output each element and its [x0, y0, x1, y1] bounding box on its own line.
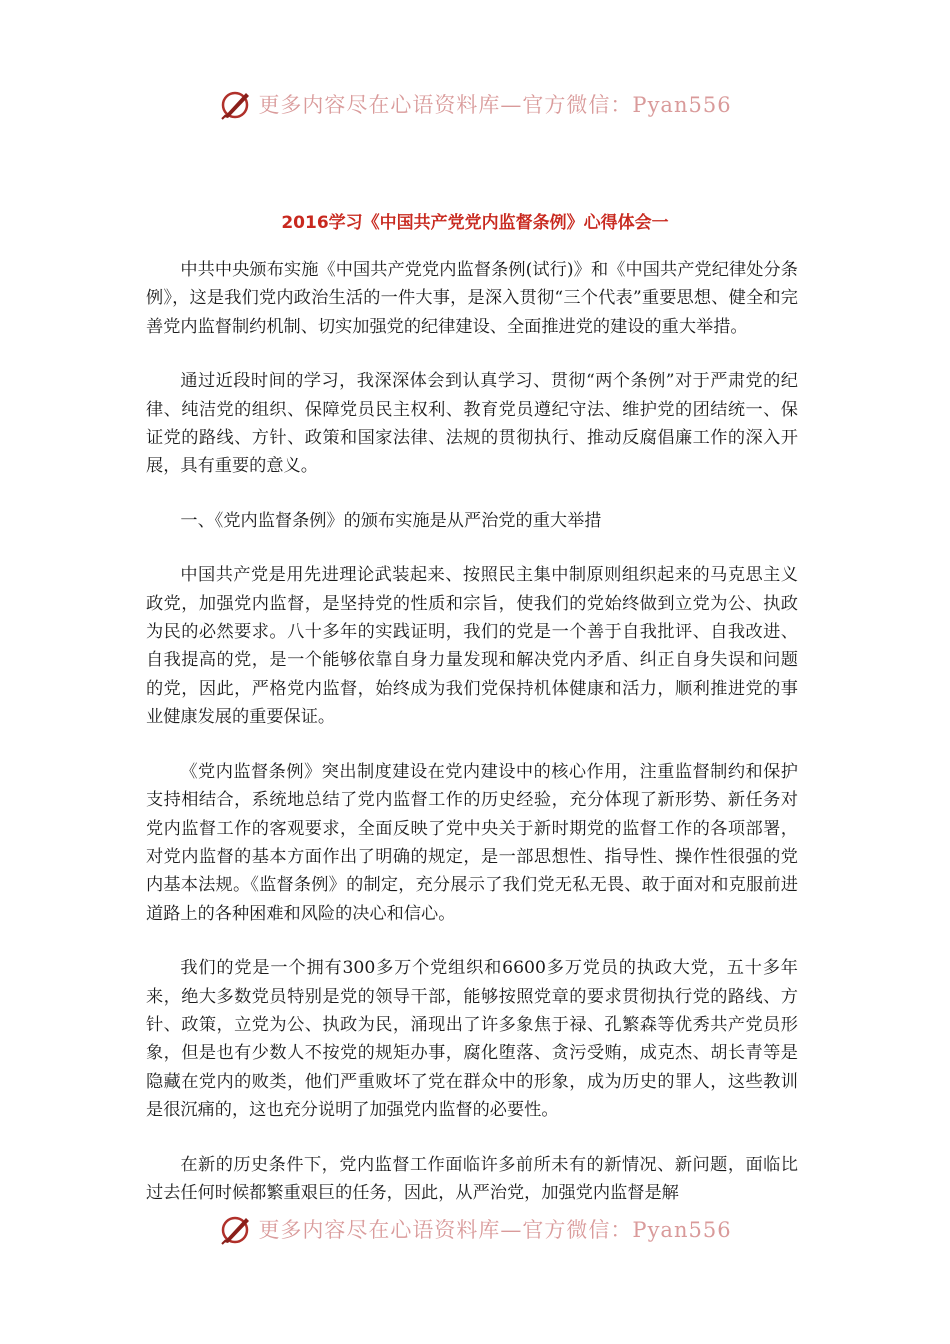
paragraph: 中国共产党是用先进理论武装起来、按照民主集中制原则组织起来的马克思主义政党，加强党内监督，是坚持党的性质和宗旨，使我们的党始终做到立党为公、执政为民的必然要求。八十多年的实践证明，我们的党是一个善于自我批评、自我改进、自我提高的党，是一个能够依靠自身力量发现和解决党内矛盾、纠正自身失误和问题的党，因此，严格党内监督，始终成为我们党保持机体健康和活力，顺利推进党的事业健康发展的重要保证。 — [146, 565, 798, 728]
quill-logo-icon — [218, 87, 252, 121]
footer-banner — [0, 1207, 950, 1251]
header-banner — [0, 82, 950, 126]
paragraph: 我们的党是一个拥有300多万个党组织和6600多万党员的执政大党，五十多年来，绝大多数党员特别是党的领导干部，能够按照党章的要求贯彻执行党的路线、方针、政策，立党为公、执政为民，涌现出了许多象焦于禄、孔繁森等优秀共产党员形象，但是也有少数人不按党的规矩办事，腐化堕落、贪污受贿，成克杰、胡长青等是隐藏在党内的败类，他们严重败坏了党在群众中的形象，成为历史的罪人，这些教训是很沉痛的，这也充分说明了加强党内监督的必要性。 — [146, 958, 798, 1121]
document-body — [146, 256, 798, 1233]
header-banner-text: 更多内容尽在心语资料库—官方微信：Pyan556 — [258, 93, 732, 117]
footer-banner-text: 更多内容尽在心语资料库—官方微信：Pyan556 — [258, 1218, 732, 1242]
paragraph: 在新的历史条件下，党内监督工作面临许多前所未有的新情况、新问题，面临比过去任何时候都繁重艰巨的任务，因此，从严治党，加强党内监督是解 — [146, 1154, 798, 1203]
paragraph: 《党内监督条例》突出制度建设在党内建设中的核心作用，注重监督制约和保护支持相结合，系统地总结了党内监督工作的历史经验，充分体现了新形势、新任务对党内监督工作的客观要求，全面反映了党中央关于新时期党的监督工作的各项部署，对党内监督的基本方面作出了明确的规定，是一部思想性、指导性、操作性很强的党内基本法规。《监督条例》的制定，充分展示了我们党无私无畏、敢于面对和克服前进道路上的各种困难和风险的决心和信心。 — [146, 761, 798, 924]
paragraph: 通过近段时间的学习，我深深体会到认真学习、贯彻“两个条例”对于严肃党的纪律、纯洁党的组织、保障党员民主权利、教育党员遵纪守法、维护党的团结统一、保证党的路线、方针、政策和国家法律、法规的贯彻执行、推动反腐倡廉工作的深入开展，具有重要的意义。 — [146, 371, 798, 477]
quill-logo-icon — [218, 1212, 252, 1246]
paragraph: 中共中央颁布实施《中国共产党党内监督条例(试行)》和《中国共产党纪律处分条例》，这是我们党内政治生活的一件大事，是深入贯彻“三个代表”重要思想、健全和完善党内监督制约机制、切实加强党的纪律建设、全面推进党的建设的重大举措。 — [146, 260, 798, 337]
document-title: 2016学习《中国共产党党内监督条例》心得体会一 — [281, 213, 669, 233]
section-heading: 一、《党内监督条例》的颁布实施是从严治党的重大举措 — [180, 510, 602, 531]
